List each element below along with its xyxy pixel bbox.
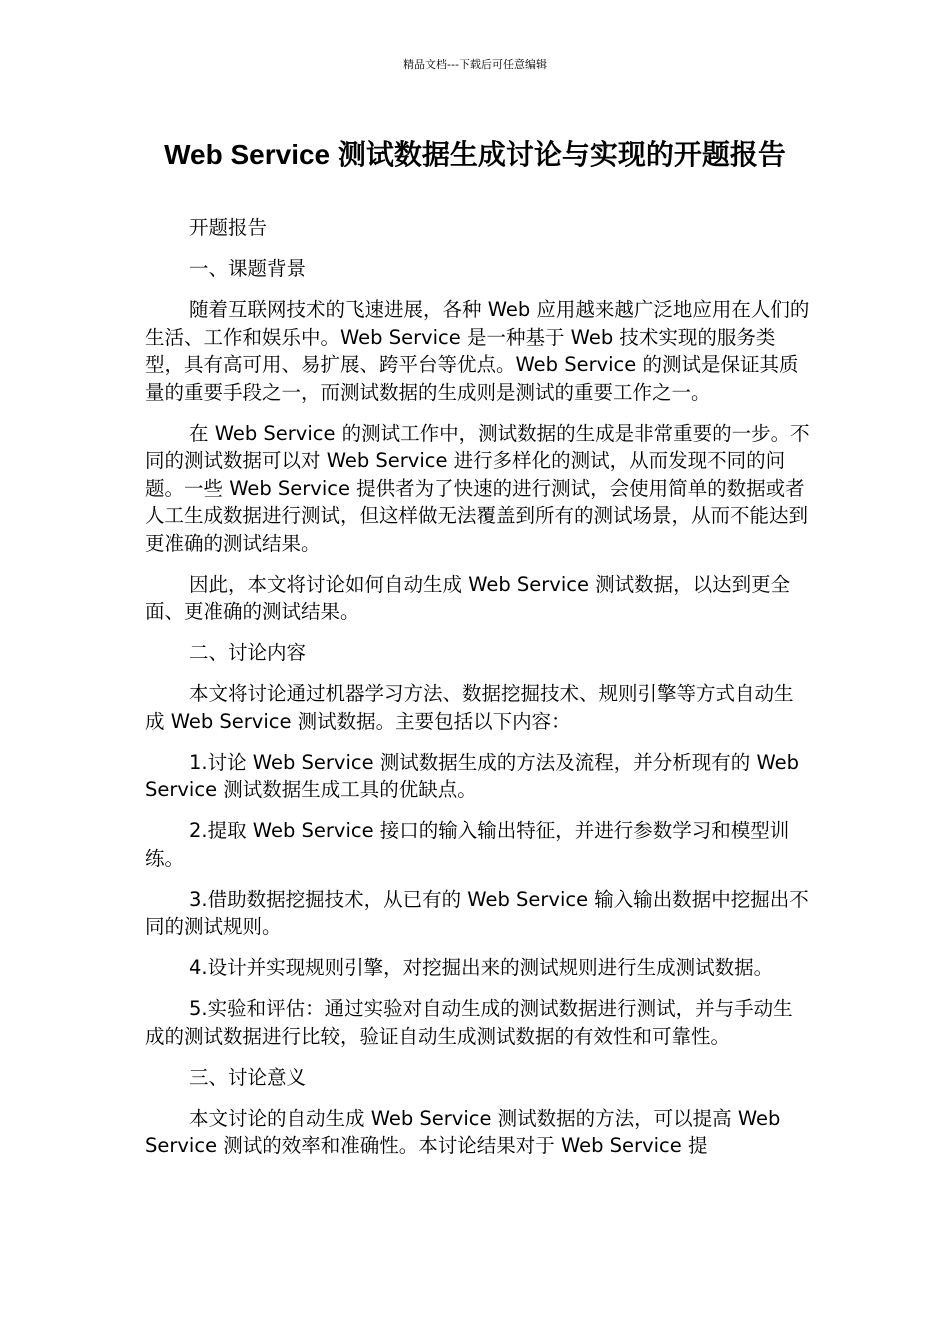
section-label-report: 开题报告 <box>189 216 268 239</box>
paragraph-background-2: 在 Web Service 的测试工作中，测试数据的生成是非常重要的一步。不同的测试数据可以对 Web Service 进行多样化的测试，从而发现不同的问题。一些 Web Service 提供者为了快速的进行测试，会使用简单的数据或者人工生成数据进行测试，但这样做无法覆盖到所有的测试场景，从而不能达到更准确的测试结果。 <box>145 421 810 555</box>
list-item-1: 1.讨论 Web Service 测试数据生成的方法及流程，并分析现有的 Web Service 测试数据生成工具的优缺点。 <box>145 750 799 801</box>
page-header: 精品文档---下载后可任意编辑 <box>403 58 547 71</box>
paragraph-content-intro: 本文将讨论通过机器学习方法、数据挖掘技术、规则引擎等方式自动生成 Web Service 测试数据。主要包括以下内容： <box>145 682 794 733</box>
list-item-4: 4.设计并实现规则引擎，对挖掘出来的测试规则进行生成测试数据。 <box>189 956 774 979</box>
paragraph-background-1: 随着互联网技术的飞速进展，各种 Web 应用越来越广泛地应用在人们的生活、工作和娱乐中。Web Service 是一种基于 Web 技术实现的服务类型，具有高可用、易扩展、跨平台等优点。Web Service 的测试是保证其质量的重要手段之一，而测试数据的生成则是测试的重要工作之一。 <box>145 298 810 404</box>
section-heading-content: 二、讨论内容 <box>189 641 307 664</box>
paragraph-background-3: 因此，本文将讨论如何自动生成 Web Service 测试数据，以达到更全面、更准确的测试结果。 <box>145 572 791 623</box>
section-heading-significance: 三、讨论意义 <box>189 1065 307 1089</box>
paragraph-significance: 本文讨论的自动生成 Web Service 测试数据的方法，可以提高 Web Service 测试的效率和准确性。本讨论结果对于 Web Service 提 <box>145 1106 781 1157</box>
document-title: Web Service 测试数据生成讨论与实现的开题报告 <box>164 139 786 170</box>
document-body <box>145 214 810 1173</box>
list-item-5: 5.实验和评估：通过实验对自动生成的测试数据进行测试，并与手动生成的测试数据进行比较，验证自动生成测试数据的有效性和可靠性。 <box>145 997 793 1048</box>
list-item-3: 3.借助数据挖掘技术，从已有的 Web Service 输入输出数据中挖掘出不同的测试规则。 <box>145 887 809 938</box>
list-item-2: 2.提取 Web Service 接口的输入输出特征，并进行参数学习和模型训练。 <box>145 819 790 870</box>
section-heading-background: 一、课题背景 <box>189 257 307 280</box>
